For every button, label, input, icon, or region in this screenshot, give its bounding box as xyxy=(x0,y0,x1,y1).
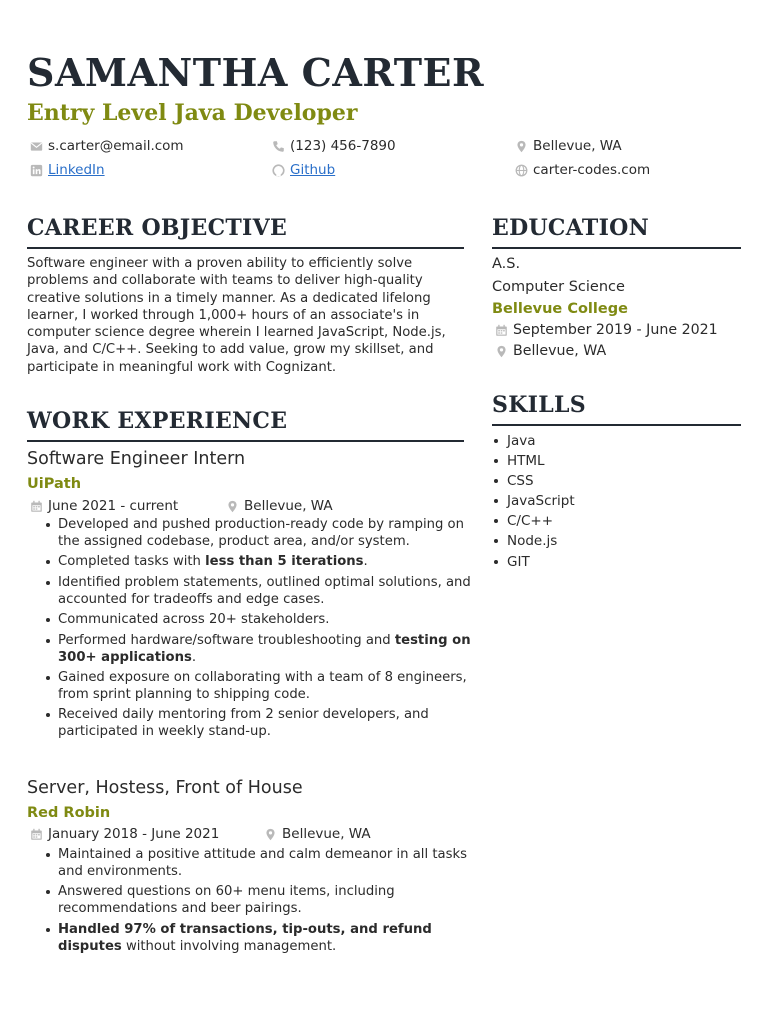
job-dates-text: June 2021 - current xyxy=(48,498,179,514)
skills-list xyxy=(493,431,575,572)
education-location-text: Bellevue, WA xyxy=(513,343,607,359)
objective-text: Software engineer with a proven ability to efficiently solve problems and collaborate with teams to deliver high-quality creative solutions in a timely manner. As a dedicated lifelong learner, I worked through 1,000+ hours of an associate's in computer science degree wherein I learned JavaScript, Node.js, Java, and C/C++. Seeking to add value, grow my skillset, and participate in meaningful work with Cognizant. xyxy=(27,256,446,375)
list-item: Performed hardware/software troubleshooting and testing on 300+ applications. xyxy=(27,632,472,666)
contact-linkedin xyxy=(30,162,105,178)
section-divider xyxy=(492,247,741,249)
globe-icon xyxy=(515,164,528,177)
list-item: Completed tasks with less than 5 iterations. xyxy=(27,553,472,570)
contact-phone xyxy=(272,138,396,154)
section-divider xyxy=(27,440,464,442)
calendar-icon xyxy=(495,324,508,337)
linkedin-link[interactable]: LinkedIn xyxy=(48,162,105,178)
list-item: Communicated across 20+ stakeholders. xyxy=(27,611,472,628)
education-location xyxy=(495,343,606,359)
job-title: Software Engineer Intern xyxy=(27,449,246,469)
map-pin-icon xyxy=(226,500,239,513)
contact-email xyxy=(30,138,184,154)
job-location xyxy=(264,826,371,842)
skill-item: C/C++ xyxy=(493,511,575,531)
education-dates xyxy=(495,322,718,338)
job-bullets xyxy=(27,516,472,744)
job-dates xyxy=(30,498,178,514)
contact-github xyxy=(272,162,335,178)
github-link[interactable]: Github xyxy=(290,162,336,178)
list-item: Received daily mentoring from 2 senior developers, and participated in weekly stand-up. xyxy=(27,706,472,740)
job-location-text: Bellevue, WA xyxy=(282,826,371,842)
skill-item: JavaScript xyxy=(493,491,575,511)
skill-item: Node.js xyxy=(493,531,575,551)
list-item: Handled 97% of transactions, tip-outs, and refund disputes without involving management. xyxy=(27,921,472,955)
calendar-icon xyxy=(30,500,43,513)
contact-website xyxy=(515,162,650,178)
list-item: Identified problem statements, outlined optimal solutions, and accounted for tradeoffs and edge cases. xyxy=(27,574,472,608)
section-title-objective: CAREER OBJECTIVE xyxy=(27,215,288,241)
phone-icon xyxy=(272,140,285,153)
skill-item: Java xyxy=(493,431,575,451)
linkedin-icon xyxy=(30,164,43,177)
skill-item: CSS xyxy=(493,471,575,491)
calendar-icon xyxy=(30,828,43,841)
job-title: Server, Hostess, Front of House xyxy=(27,778,303,798)
education-school: Bellevue College xyxy=(492,301,628,317)
list-item: Maintained a positive attitude and calm demeanor in all tasks and environments. xyxy=(27,846,472,880)
candidate-name: SAMANTHA CARTER xyxy=(27,50,485,95)
map-pin-icon xyxy=(515,140,528,153)
job-location xyxy=(226,498,333,514)
list-item: Developed and pushed production-ready code by ramping on the assigned codebase, product area, and/or system. xyxy=(27,516,472,550)
email-text: s.carter@email.com xyxy=(48,138,184,154)
job-location-text: Bellevue, WA xyxy=(244,498,333,514)
envelope-icon xyxy=(30,140,43,153)
github-icon xyxy=(272,164,285,177)
skill-item: HTML xyxy=(493,451,575,471)
section-title-education: EDUCATION xyxy=(492,215,650,241)
section-title-skills: SKILLS xyxy=(492,392,586,418)
education-dates-text: September 2019 - June 2021 xyxy=(513,322,718,338)
job-bullets xyxy=(27,846,472,958)
section-divider xyxy=(492,424,741,426)
list-item: Answered questions on 60+ menu items, including recommendations and beer pairings. xyxy=(27,883,472,917)
education-degree: A.S. xyxy=(492,256,521,272)
map-pin-icon xyxy=(264,828,277,841)
education-field: Computer Science xyxy=(492,279,625,295)
website-text: carter-codes.com xyxy=(533,162,651,178)
section-title-experience: WORK EXPERIENCE xyxy=(27,408,288,434)
company-name: UiPath xyxy=(27,476,82,492)
job-dates xyxy=(30,826,219,842)
phone-text: (123) 456-7890 xyxy=(290,138,396,154)
company-name: Red Robin xyxy=(27,805,111,821)
map-pin-icon xyxy=(495,345,508,358)
skill-item: GIT xyxy=(493,552,575,572)
section-divider xyxy=(27,247,464,249)
contact-location xyxy=(515,138,622,154)
job-dates-text: January 2018 - June 2021 xyxy=(48,826,220,842)
location-text: Bellevue, WA xyxy=(533,138,622,154)
candidate-title: Entry Level Java Developer xyxy=(27,100,358,126)
list-item: Gained exposure on collaborating with a team of 8 engineers, from sprint planning to shipping code. xyxy=(27,669,472,703)
